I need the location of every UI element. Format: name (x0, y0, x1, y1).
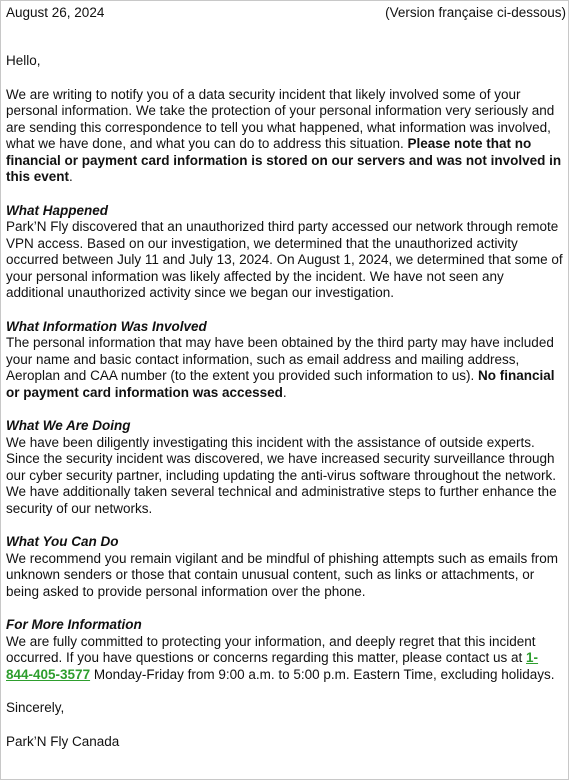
section-what-you-can-do (6, 534, 563, 600)
section-info-involved (6, 319, 563, 402)
letter-body (6, 53, 563, 767)
french-version-note: (Version française ci-dessous) (385, 5, 566, 20)
greeting: Hello, (6, 53, 41, 68)
section-what-happened (6, 203, 563, 302)
info-involved-bold: No financial or payment card information was accessed (6, 368, 555, 400)
more-info-end: Monday-Friday from 9:00 a.m. to 5:00 p.m. Eastern Time, excluding holidays. (90, 666, 555, 682)
letter-header (6, 5, 566, 23)
more-info-title: For More Information (6, 617, 142, 632)
intro-end: . (69, 169, 73, 184)
info-involved-text: The personal information that may have been obtained by the third party may have included your name and basic contact information, such as email address and mailing address, Aeroplan and CAA number (to the extent you provided such information to us). (6, 335, 554, 383)
what-doing-text: We have been diligently investigating this incident with the assistance of outside experts. Since the security incident was discovered, we have increased security surveillance through our cyber security partner, including updating the anti-virus software throughout the network. We have additionally taken several technical and administrative steps to further enhance the security of our networks. (6, 434, 557, 516)
section-more-info (6, 617, 563, 683)
what-doing-title: What We Are Doing (6, 418, 131, 433)
more-info-text: We are fully committed to protecting your information, and deeply regret that this incident occurred. If you have questions or concerns regarding this matter, please contact us at (6, 633, 536, 665)
what-you-text: We recommend you remain vigilant and be mindful of phishing attempts such as emails from unknown senders or those that contain unusual content, such as links or attachments, or being asked to provide personal information over the phone. (6, 550, 559, 599)
what-you-title: What You Can Do (6, 534, 119, 549)
section-what-doing (6, 418, 563, 517)
what-happened-title: What Happened (6, 202, 109, 218)
what-happened-text: Park’N Fly discovered that an unauthorized third party accessed our network through remote VPN access. Based on our investigation, we determined that the unauthorized activity occurred between July 11 and July 13, 2024. On August 1, 2024, we determined that some of your personal information was likely affected by the incident. We have not seen any additional unauthorized activity since we began our investigation. (6, 219, 563, 300)
letter-date: August 26, 2024 (6, 5, 105, 20)
info-involved-end: . (282, 384, 287, 400)
info-involved-title: What Information Was Involved (6, 318, 207, 334)
intro-paragraph (6, 87, 563, 186)
intro-bold-note: Please note that no financial or payment card information is stored on our servers and was not involved in this event (6, 136, 562, 184)
closing: Sincerely, (6, 700, 65, 715)
signature: Park’N Fly Canada (6, 733, 120, 749)
phone-link[interactable]: 1-844-405-3577 (6, 650, 539, 682)
intro-text: We are writing to notify you of a data security incident that likely involved some of your personal information. We take the protection of your personal information very seriously and are sending this correspondence to tell you what happened, what information was involved, what we have done, and what you can do to address this situation. (6, 86, 555, 151)
